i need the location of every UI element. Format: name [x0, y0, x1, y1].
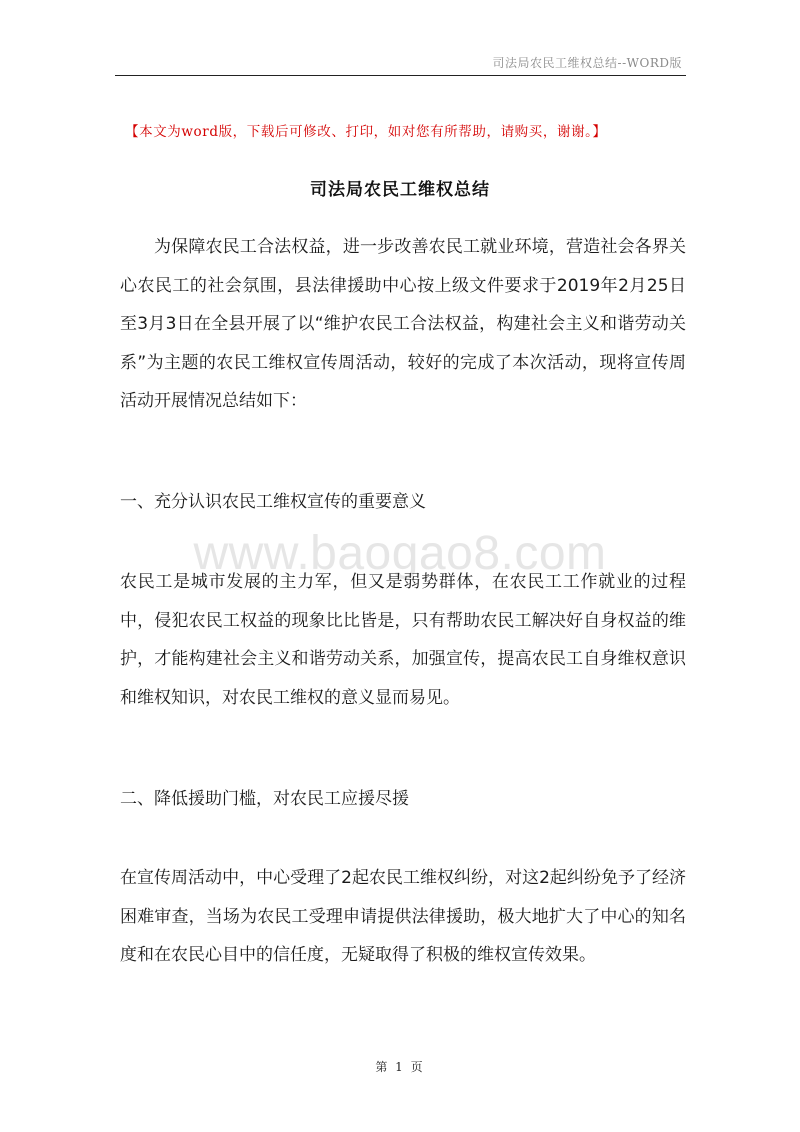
section-body-2: 在宣传周活动中，中心受理了2起农民工维权纠纷，对这2起纠纷免予了经济困难审查，当场为农民工受理申请提供法律援助，极大地扩大了中心的知名度和在农民心目中的信任度，无疑取得了积极的维权宣传效果。 — [120, 868, 686, 965]
intro-paragraph: 为保障农民工合法权益，进一步改善农民工就业环境，营造社会各界关心农民工的社会氛围，县法律援助中心按上级文件要求于2019年2月25日至3月3日在全县开展了以“维护农民工合法权益，构建社会主义和谐劳动关系”为主题的农民工维权宣传周活动，较好的完成了本次活动，现将宣传周活动开展情况总结如下： — [120, 237, 686, 411]
section-heading-2: 二、降低援助门槛，对农民工应援尽援 — [120, 789, 409, 809]
section-body-1: 农民工是城市发展的主力军，但又是弱势群体，在农民工工作就业的过程中，侵犯农民工权益的现象比比皆是，只有帮助农民工解决好自身权益的维护，才能构建社会主义和谐劳动关系，加强宣传，提高农民工自身维权意识和维权知识，对农民工维权的意义显而易见。 — [120, 572, 686, 708]
document-title: 司法局农民工维权总结 — [310, 180, 490, 200]
section-heading-1: 一、充分认识农民工维权宣传的重要意义 — [120, 492, 426, 512]
site-watermark: www.baogao8.com — [193, 527, 607, 580]
running-header: 司法局农民工维权总结--WORD版 — [492, 56, 682, 70]
purchase-notice: 【本文为word版，下载后可修改、打印，如对您有所帮助，请购买，谢谢。】 — [125, 124, 607, 140]
header-divider — [115, 75, 686, 76]
page-number: 第 1 页 — [375, 1060, 425, 1074]
